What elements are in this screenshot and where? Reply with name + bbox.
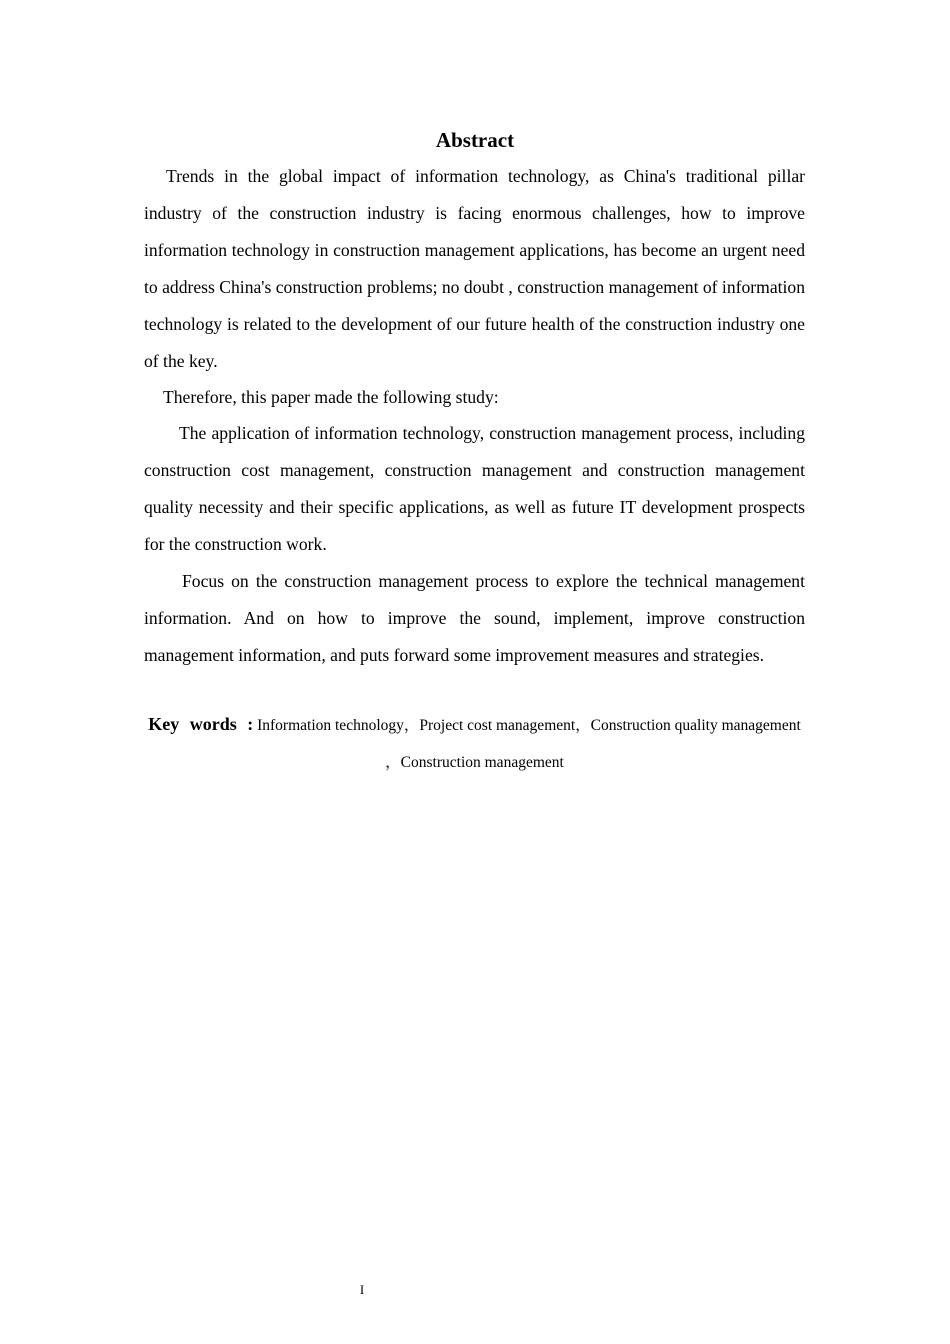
keywords-text: Information technology，Project cost management，Construction quality management ，Construction management <box>257 717 801 771</box>
abstract-title: Abstract <box>435 128 515 152</box>
keywords-line <box>144 706 805 781</box>
abstract-paragraph-4: Focus on the construction management process to explore the technical management information. And on how to improve the sound, implement, improve construction management information, and puts forward some improvement measures and strategies. <box>144 571 805 665</box>
page-number: I <box>359 1282 365 1297</box>
abstract-body <box>144 158 805 674</box>
keywords-label: Key words : <box>148 714 254 734</box>
abstract-paragraph-1: Trends in the global impact of information technology, as China's traditional pillar industry of the construction industry is facing enormous challenges, how to improve information technology in construction management applications, has become an urgent need to address China's construction problems; no doubt , construction management of information technology is related to the development of our future health of the construction industry one of the key. <box>144 166 805 371</box>
abstract-paragraph-3: The application of information technology, construction management process, including construction cost management, construction management and construction management quality necessity and their specific applications, as well as future IT development prospects for the construction work. <box>144 423 805 554</box>
abstract-paragraph-2: Therefore, this paper made the following study: <box>163 387 499 407</box>
